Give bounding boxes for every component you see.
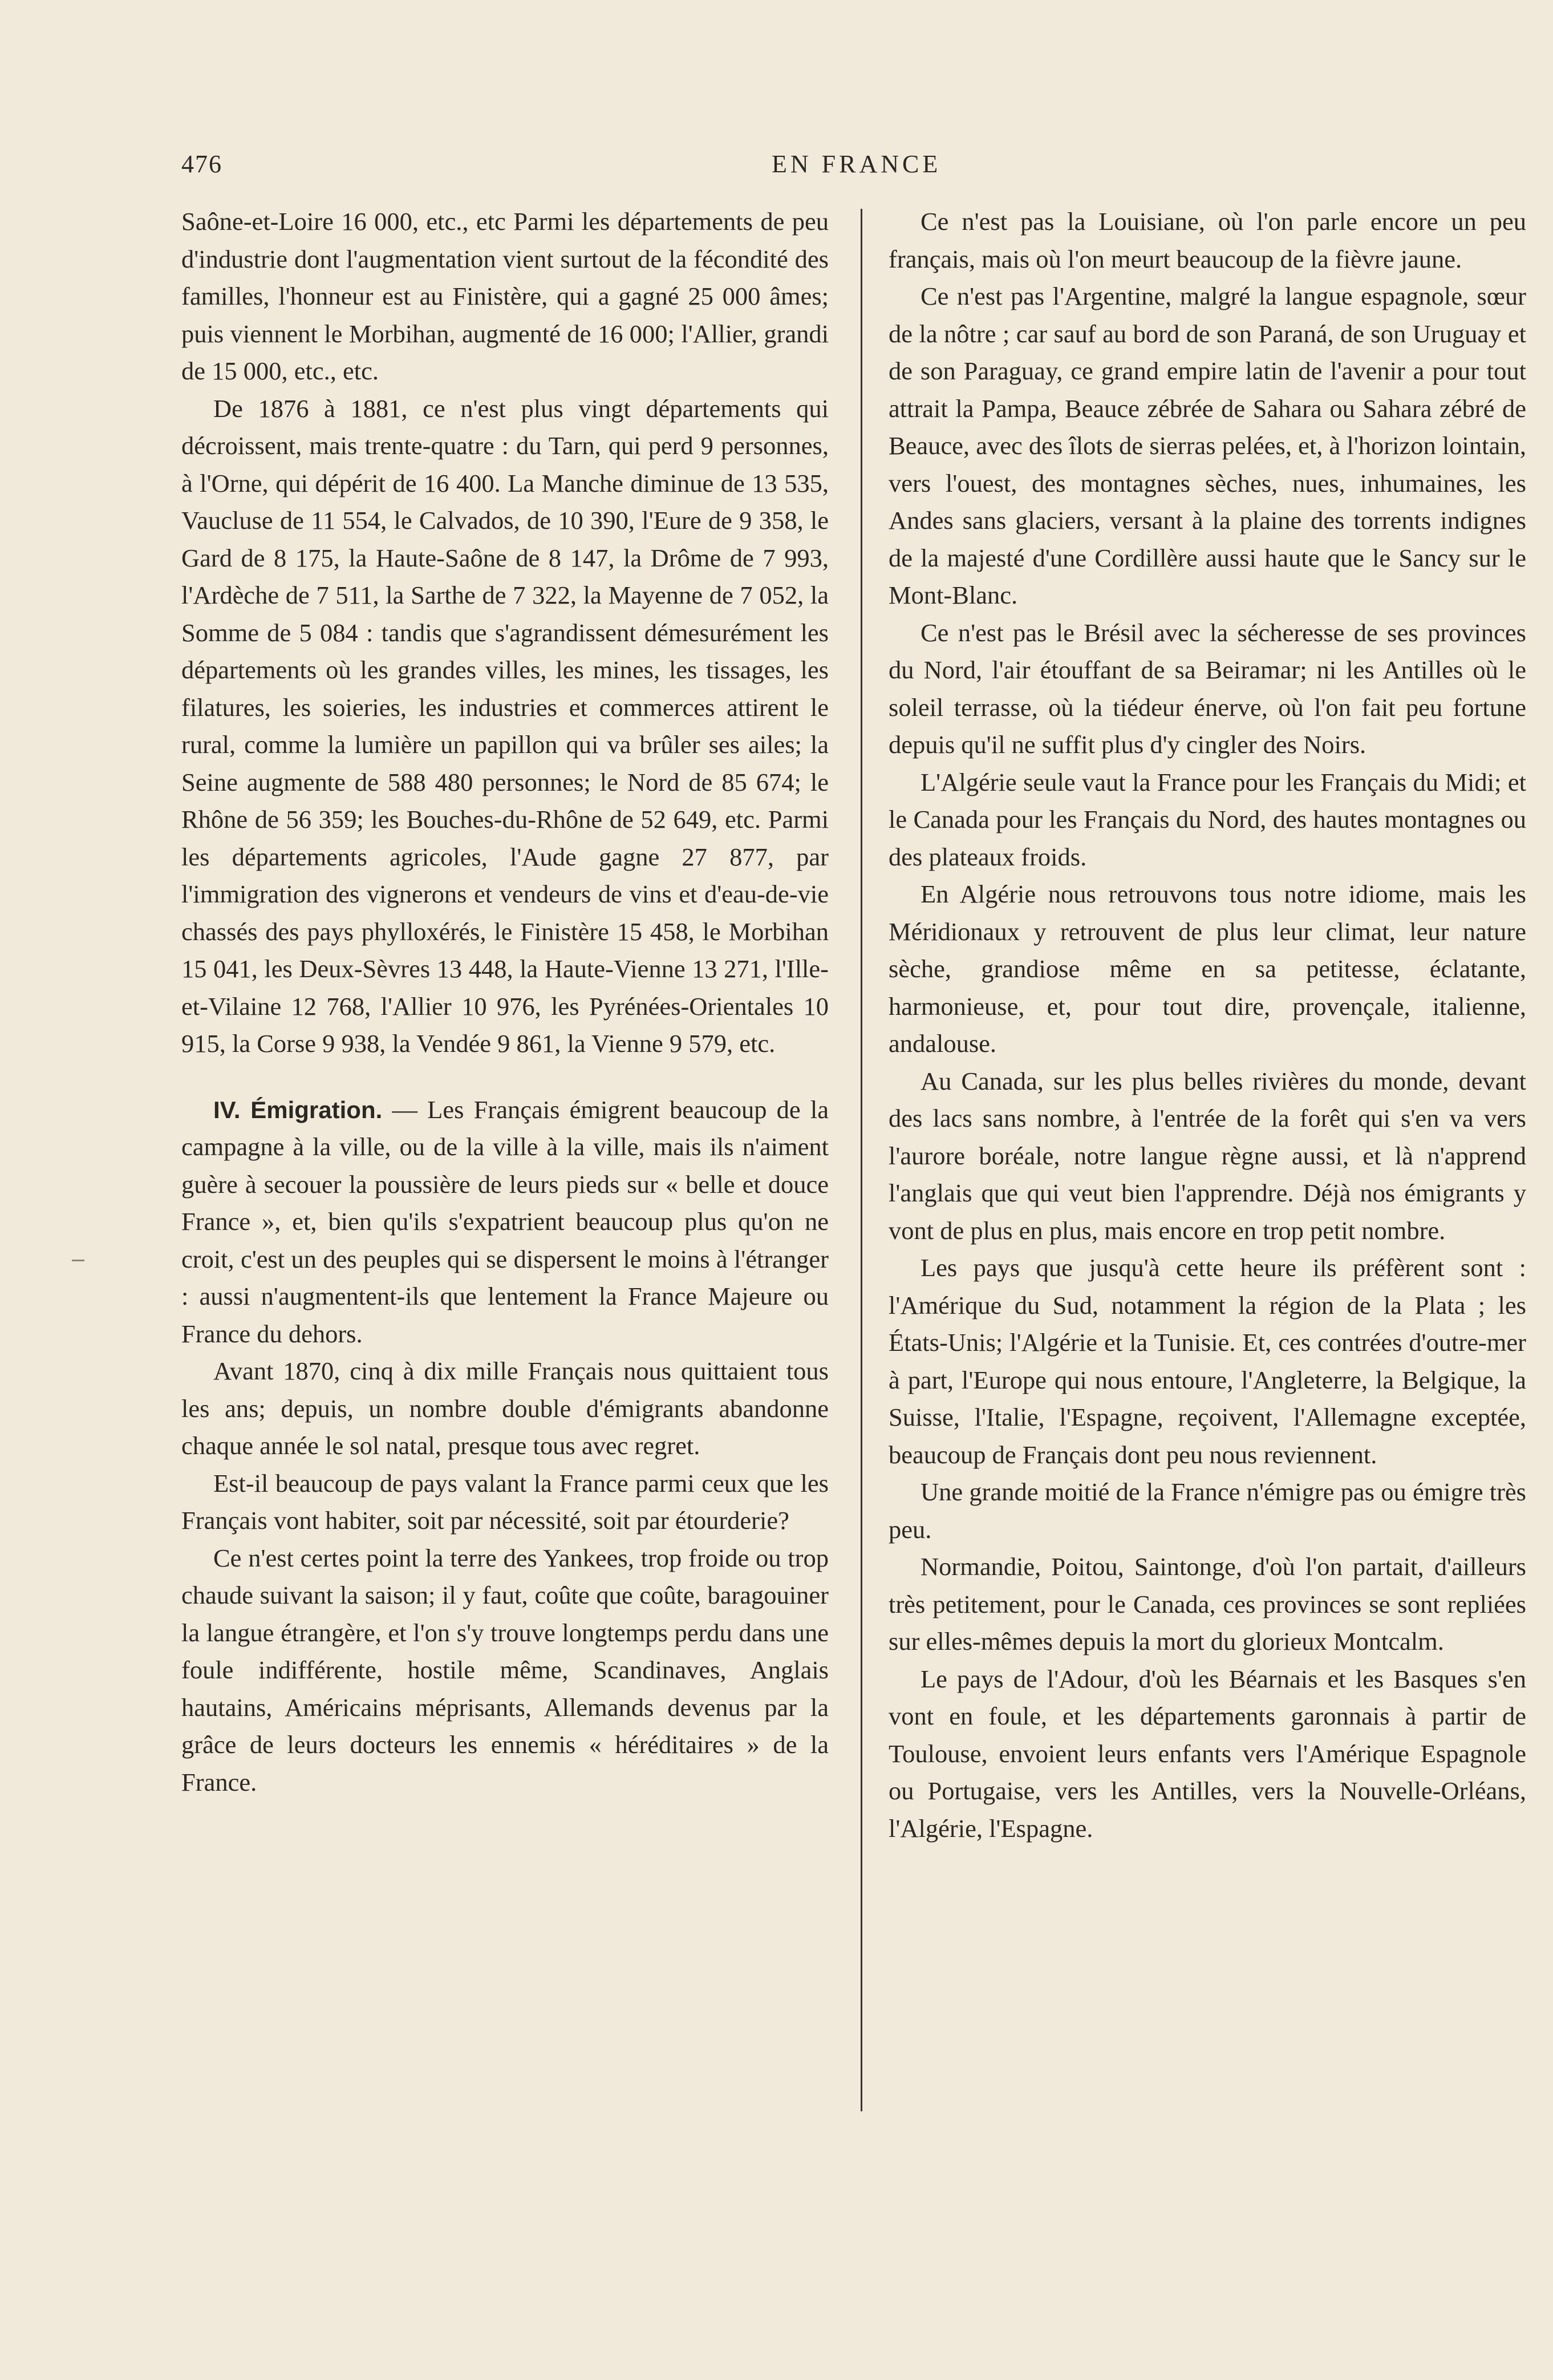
paragraph: Est-il beaucoup de pays valant la France parmi ceux que les Français vont habiter, soit par nécessité, soit par étourderie? [181, 1468, 829, 1535]
paragraph: Ce n'est pas le Brésil avec la sécheresse de ses provinces du Nord, l'air étouffant de sa Beiramar; ni les Antilles où le soleil terrasse, où la tiédeur énerve, où l'on fait peu fortune depuis qu'il ne suffit plus d'y cingler des Noirs. [889, 618, 1526, 759]
paragraph: Saône-et-Loire 16 000, etc., etc Parmi les départements de peu d'industrie dont l'augmentation vient surtout de la fécondité des familles, l'honneur est au Finistère, qui a gagné 25 000 âmes; puis viennent le Morbihan, augmenté de 16 000; l'Allier, grandi de 15 000, etc., etc. [181, 207, 829, 385]
left-column [181, 203, 829, 1801]
section-paragraph [181, 1091, 829, 1353]
running-title: EN FRANCE [772, 150, 942, 178]
paragraph: Avant 1870, cinq à dix mille Français nous quittaient tous les ans; depuis, un nombre double d'émigrants abandonne chaque année le sol natal, presque tous avec regret. [181, 1357, 829, 1460]
paragraph: Normandie, Poitou, Saintonge, d'où l'on partait, d'ailleurs très petitement, pour le Canada, ces provinces se sont repliées sur elles-mêmes depuis la mort du glorieux Montcalm. [889, 1552, 1526, 1656]
paragraph: Le pays de l'Adour, d'où les Béarnais et les Basques s'en vont en foule, et les départements garonnais à partir de Toulouse, envoient leurs enfants vers l'Amérique Espagnole ou Portugaise, vers les Antilles, vers la Nouvelle-Orléans, l'Algérie, l'Espagne. [889, 1664, 1526, 1843]
section-text: — Les Français émigrent beaucoup de la campagne à la ville, ou de la ville à la ville, mais ils n'aiment guère à secouer la poussière de leurs pieds sur « belle et douce France », et, bien qu'ils s'expatrient beaucoup plus qu'on ne croit, c'est un des peuples qui se dispersent le moins à l'étranger : aussi n'augmentent-ils que lentement la France Majeure ou France du dehors. [181, 1095, 829, 1348]
paragraph: Ce n'est certes point la terre des Yankees, trop froide ou trop chaude suivant la saison; il y faut, coûte que coûte, baragouiner la langue étrangère, et l'on s'y trouve longtemps perdu dans une foule indifférente, hostile même, Scandinaves, Anglais hautains, Américains méprisants, Allemands devenus par la grâce de leurs docteurs les ennemis « héréditaires » de la France. [181, 1543, 829, 1796]
paragraph: En Algérie nous retrouvons tous notre idiome, mais les Méridionaux y retrouvent de plus leur climat, leur nature sèche, grandiose même en sa petitesse, éclatante, harmonieuse, et, pour tout dire, provençale, italienne, andalouse. [889, 880, 1526, 1058]
paragraph: De 1876 à 1881, ce n'est plus vingt départements qui décroissent, mais trente-quatre : du Tarn, qui perd 9 personnes, à l'Orne, qui dépérit de 16 400. La Manche diminue de 13 535, Vaucluse de 11 554, le Calvados, de 10 390, l'Eure de 9 358, le Gard de 8 175, la Haute-Saône de 8 147, la Drôme de 7 993, l'Ardèche de 7 511, la Sarthe de 7 322, la Mayenne de 7 052, la Somme de 5 084 : tandis que s'agrandissent démesurément les départements où les grandes villes, les mines, les tissages, les filatures, les soieries, les industries et commerces attirent le rural, comme la lumière un papillon qui va brûler ses ailes; la Seine augmente de 588 480 personnes; le Nord de 85 674; le Rhône de 56 359; les Bouches-du-Rhône de 52 649, etc. Parmi les départements agricoles, l'Aude gagne 27 877, par l'immigration des vignerons et vendeurs de vins et d'eau-de-vie chassés des pays phylloxérés, le Finistère 15 458, le Morbihan 15 041, les Deux-Sèvres 13 448, la Haute-Vienne 13 271, l'Ille-et-Vilaine 12 768, l'Allier 10 976, les Pyrénées-Orientales 10 915, la Corse 9 938, la Vendée 9 861, la Vienne 9 579, etc. [181, 394, 829, 1058]
page-header [181, 149, 1510, 189]
margin-mark [72, 1260, 84, 1261]
paragraph: Ce n'est pas l'Argentine, malgré la langue espagnole, sœur de la nôtre ; car sauf au bord de son Paraná, de son Uruguay et de son Paraguay, ce grand empire latin de l'avenir a pour tout attrait la Pampa, Beauce zébrée de Sahara ou Sahara zébré de Beauce, avec des îlots de sierras pelées, et, à l'horizon lointain, vers l'ouest, des montagnes sèches, nues, inhumaines, les Andes sans glaciers, versant à la plaine des torrents indignes de la majesté d'une Cordillère aussi haute que le Sancy sur le Mont-Blanc. [889, 282, 1526, 609]
section-heading: IV. Émigration. [213, 1096, 383, 1123]
paragraph: Au Canada, sur les plus belles rivières du monde, devant des lacs sans nombre, à l'entrée de la forêt qui s'en va vers l'aurore boréale, notre langue règne aussi, et là n'apprend l'anglais que qui veut bien l'apprendre. Déjà nos émigrants y vont de plus en plus, mais encore en trop petit nombre. [889, 1066, 1526, 1245]
paragraph: Une grande moitié de la France n'émigre pas ou émigre très peu. [889, 1478, 1526, 1544]
paragraph: Ce n'est pas la Louisiane, où l'on parle encore un peu français, mais où l'on meurt beaucoup de la fièvre jaune. [889, 207, 1526, 273]
page-number: 476 [181, 150, 222, 178]
paragraph: Les pays que jusqu'à cette heure ils préfèrent sont : l'Amérique du Sud, notamment la région de la Plata ; les États-Unis; l'Algérie et la Tunisie. Et, ces contrées d'outre-mer à part, l'Europe qui nous entoure, l'Angleterre, la Belgique, la Suisse, l'Italie, l'Espagne, reçoivent, l'Allemagne exceptée, beaucoup de Français dont peu nous reviennent. [889, 1253, 1526, 1469]
right-column [889, 203, 1526, 1847]
column-divider [861, 209, 862, 2111]
paragraph: L'Algérie seule vaut la France pour les Français du Midi; et le Canada pour les Français du Nord, des hautes montagnes ou des plateaux froids. [889, 767, 1526, 871]
